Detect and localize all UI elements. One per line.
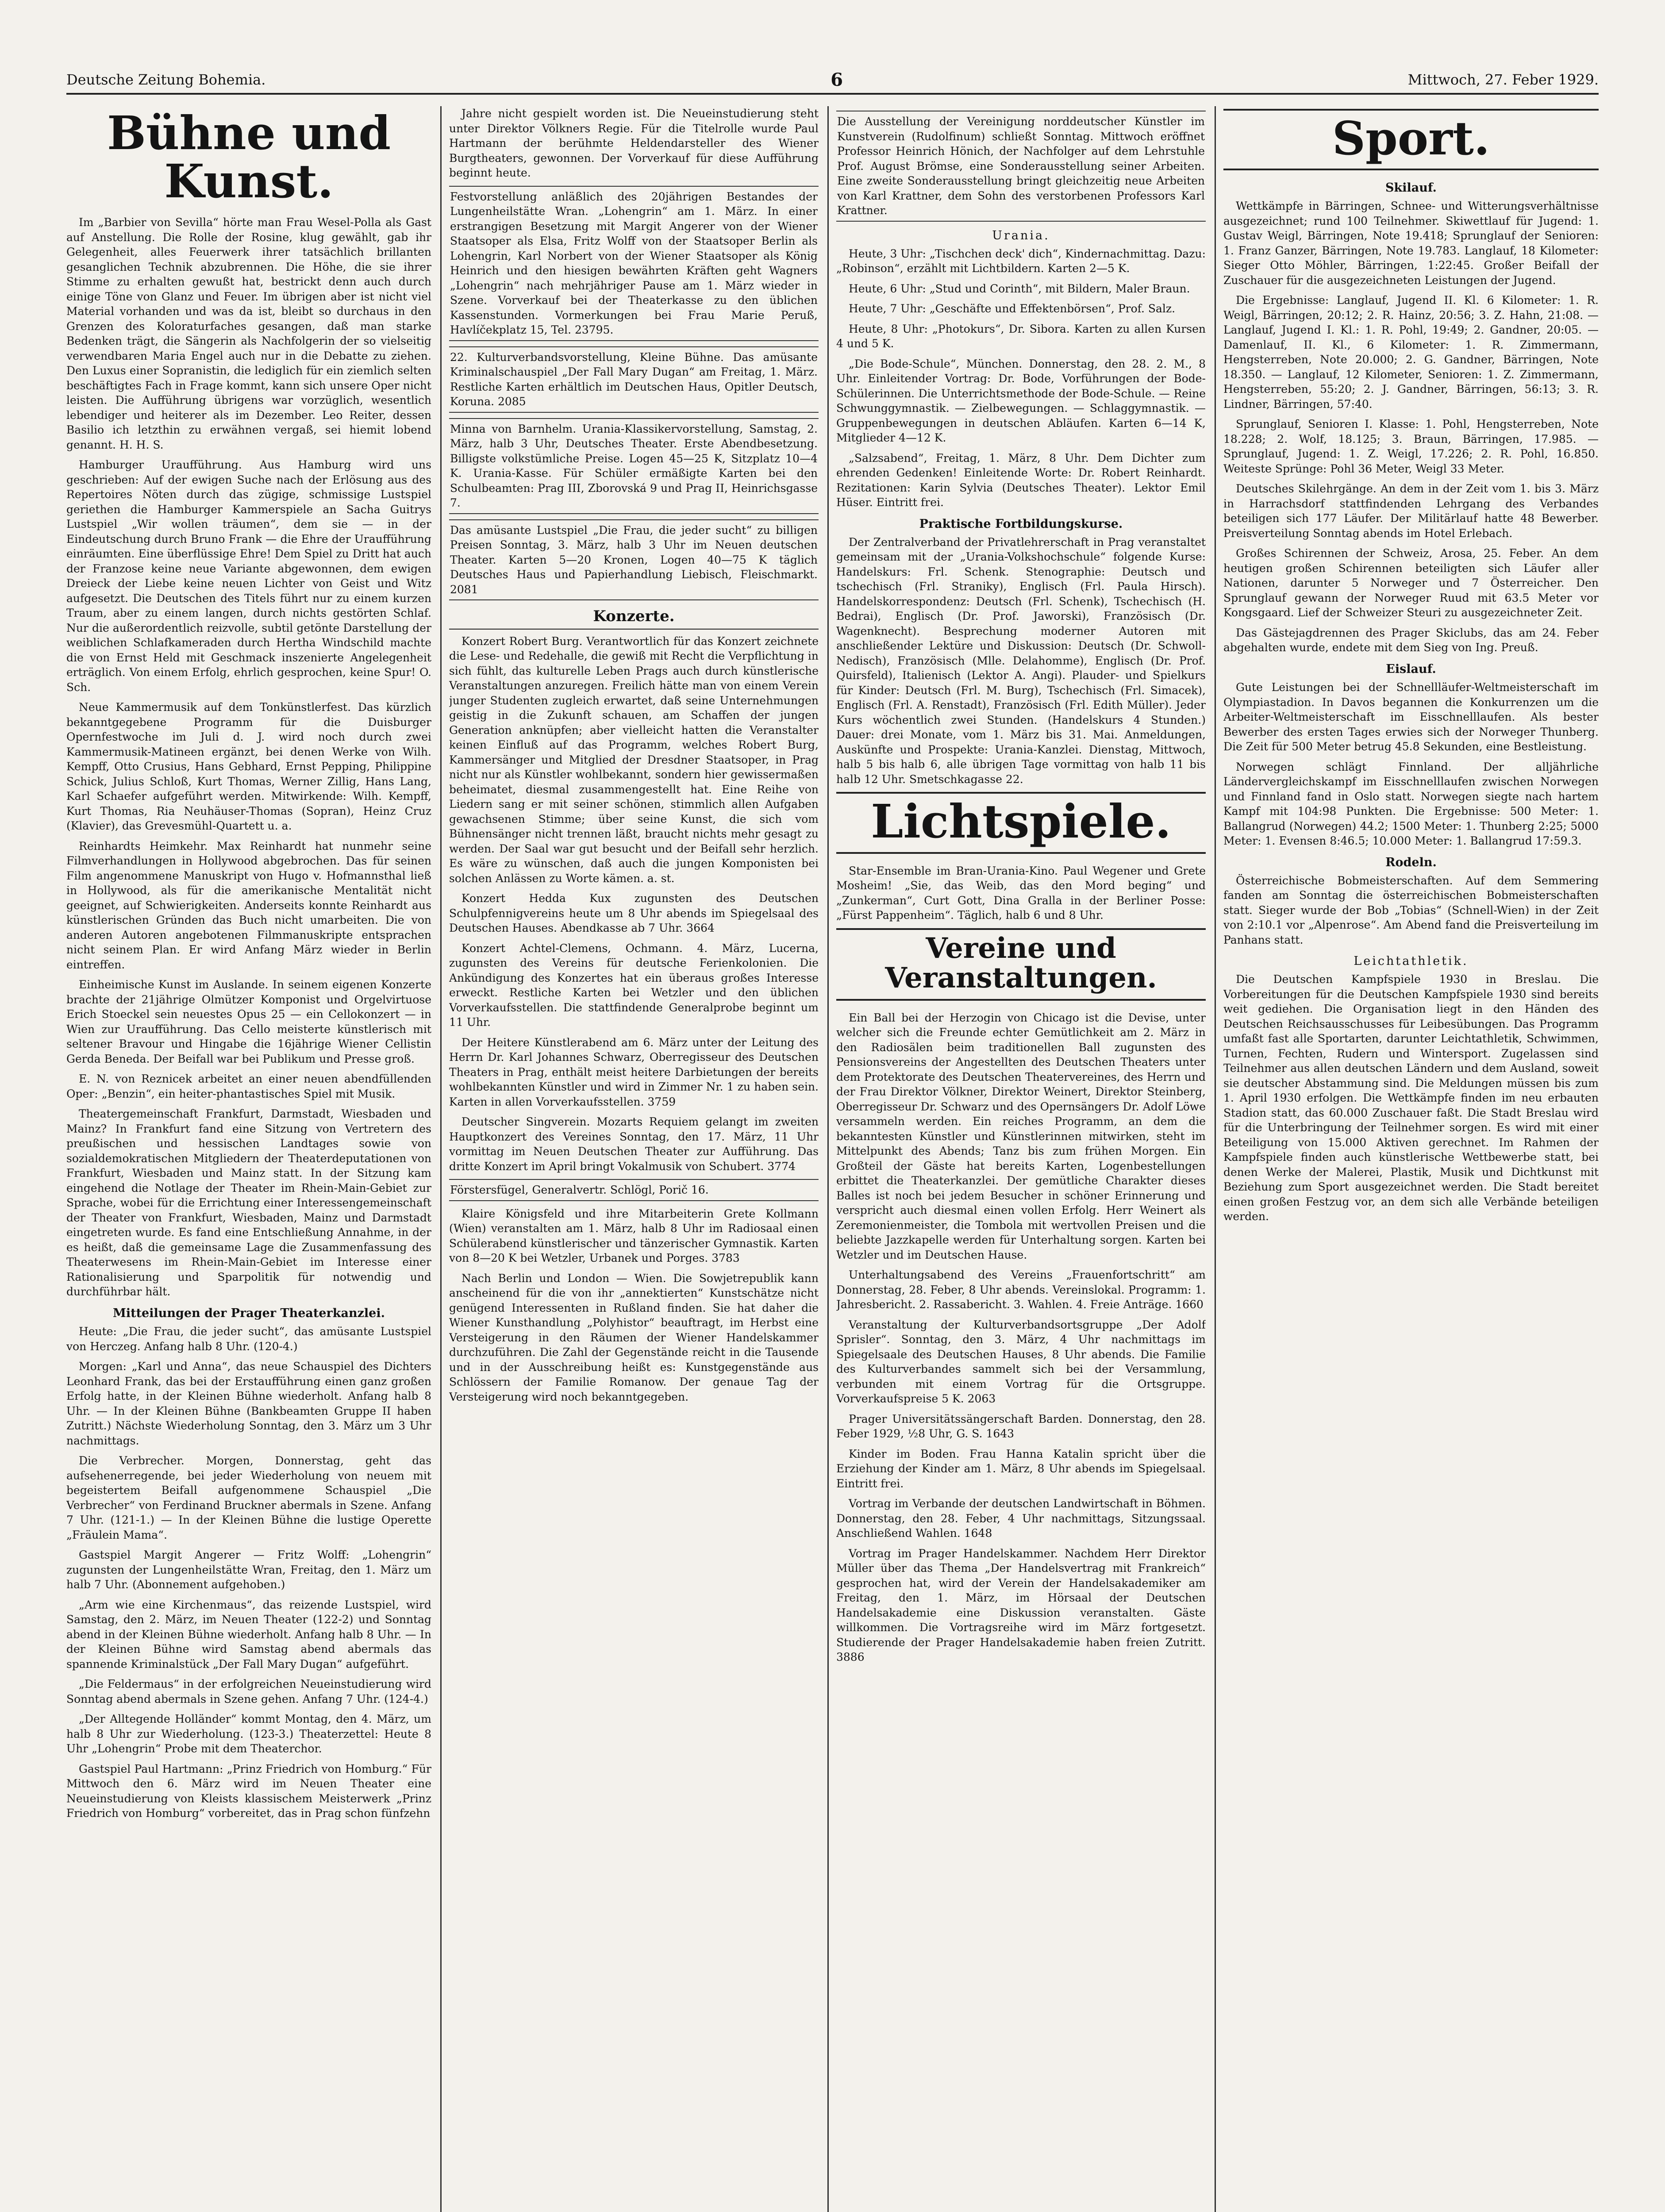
article-paragraph: Nach Berlin und London — Wien. Die Sowjetrepublik kann anscheinend für die von ihr „annektierten“ Kunstschätze nicht genügend Interessenten in Rußland finden. Sie hat daher die Wiener Kunsthandlung „Polyhistor“ beauftragt, im Herbst eine Versteigerung in den Räumen der Wiener Handelskammer durchzuführen. Die Zahl der Gegenstände reicht in die Tausende und in der Ausschreibung heißt es: Kunstgegenstände aus Schlössern der Familie Romanow. Der genaue Tag der Versteigerung wird noch bekanntgegeben.: [449, 1271, 819, 1403]
article-paragraph: Star-Ensemble im Bran-Urania-Kino. Paul Wegener und Grete Mosheim! „Sie, das Weib, das den Mord beging“ und „Zunkerman“, Curt Gott, Dina Gralla in der Berliner Posse: „Fürst Pappenheim“. Täglich, halb 6 und 8 Uhr.: [836, 864, 1206, 922]
section-heading-vereine: Vereine und Veranstaltungen.: [836, 928, 1206, 1001]
article-paragraph: Die Deutschen Kampfspiele 1930 in Breslau. Die Vorbereitungen für die Deutschen Kampfspiele 1930 sind bereits weit gediehen. Die Organisation liegt in den Händen des Deutschen Reichsausschusses für Leibesübungen. Das Programm umfaßt fast alle Sportarten, darunter Leichtathletik, Schwimmen, Turnen, Fechten, Rudern und Wintersport. Zugelassen sind Teilnehmer aus allen deutschen Ländern und dem Ausland, soweit sie deutscher Abstammung sind. Die Meldungen müssen bis zum 1. April 1930 erfolgen. Die Wettkämpfe finden im neu erbauten Stadion statt, das 60.000 Zuschauer faßt. Die Stadt Breslau wird für die Unterbringung der Teilnehmer sorgen. Es wird mit einer Beteiligung von 15.000 Aktiven gerechnet. Im Rahmen der Kampfspiele finden auch künstlerische Wettbewerbe statt, bei denen Werke der Malerei, Plastik, Musik und Dichtkunst mit Beziehung zum Sport ausgezeichnet werden. Die Stadt bereitet einen großen Festzug vor, an dem sich alle Verbände beteiligen werden.: [1223, 973, 1599, 1223]
article-paragraph: „Der Alltegende Holländer“ kommt Montag, den 4. März, um halb 8 Uhr zur Wiederholung. (123-3.) Theaterzettel: Heute 8 Uhr „Lohengrin“ Probe mit dem Theaterchor.: [66, 1713, 431, 1755]
article-paragraph: Konzert Achtel-Clemens, Ochmann. 4. März, Lucerna, zugunsten des Vereins für deutsche Ferienkolonien. Die Ankündigung des Konzertes hat ein überaus großes Interesse erweckt. Restliche Karten bei Wetzler und den üblichen Vorverkaufsstellen. Die stattfindende Generalprobe beginnt um 11 Uhr.: [449, 941, 819, 1029]
article-paragraph: Der Zentralverband der Privatlehrerschaft in Prag veranstaltet gemeinsam mit der „Urania-Volkshochschule“ folgende Kurse: Handelskurs: Frl. Schenk. Stenographie: Deutsch und tschechisch (Frl. Straniky), Englisch (Frl. Paula Hirsch). Handelskorrespondenz: Deutsch (Frl. Schenk), Tschechisch (H. Bedrai), Englisch (Dr. Prof. Jaworski), Französisch (Dr. Wagenknecht). Besprechung moderner Autoren mit anschließender Lektüre und Diskussion: Deutsch (Dr. Schwoll-Nedisch), Französisch (Mlle. Delahomme), Englisch (Dr. Prof. Quirsfeld), Italienisch (Lektor A. Angi). Plauder- und Spielkurs für Kinder: Deutsch (Frl. M. Burg), Tschechisch (Frl. Simacek), Englisch (Frl. A. Renstadt), Französisch (Frl. Edith Müller). Jeder Kurs wöchentlich zwei Stunden. (Handelskurs 4 Stunden.) Dauer: drei Monate, vom 1. März bis 31. Mai. Anmeldungen, Auskünfte und Prospekte: Urania-Kanzlei. Dienstag, Mittwoch, halb 5 bis halb 6, alle übrigen Tage vormittag von halb 11 bis halb 12 Uhr. Smetschkagasse 22.: [836, 535, 1206, 786]
article-paragraph: Vortrag im Verbande der deutschen Landwirtschaft in Böhmen. Donnerstag, den 28. Feber, 4 Uhr nachmittags, Sitzungssaal. Anschließend Wahlen. 1648: [836, 1497, 1206, 1540]
subheading-eislauf: Eislauf.: [1386, 662, 1436, 676]
article-paragraph: „Arm wie eine Kirchenmaus“, das reizende Lustspiel, wird Samstag, den 2. März, im Neuen Theater (122-2) und Sonntag abend in der Kleinen Bühne wiederholt. Anfang halb 8 Uhr. — In der Kleinen Bühne wird Samstag abend abermals das spannende Kriminalstück „Der Fall Mary Dugan“ aufgeführt.: [66, 1598, 431, 1671]
column-4: [1223, 106, 1599, 2212]
article-paragraph: Großes Schirennen der Schweiz, Arosa, 25. Feber. An dem heutigen großen Schirennen beteiligten sich Läufer aller Nationen, darunter 5 Norweger und 7 Österreicher. Den Sprunglauf gewann der Norweger Ruud mit 63.5 Meter vor Kongsgaard. Lief der Schweizer Steuri zu ausgezeichneter Zeit.: [1223, 547, 1599, 619]
notice: Minna von Barnhelm. Urania-Klassikervorstellung, Samstag, 2. März, halb 3 Uhr, Deutsches Theater. Erste Abendbesetzung. Billigste volkstümliche Preise. Logen 45—25 K, Sitzplatz 10—4 K. Urania-Kasse. Für Schüler ermäßigte Karten bei den Schulbeamten: Prag III, Zborovská 9 und Prag II, Heinrichsgasse 7.: [449, 418, 819, 514]
column-rule: [440, 106, 442, 2212]
issue-date: Mittwoch, 27. Feber 1929.: [1407, 71, 1599, 88]
subheading-rodeln: Rodeln.: [1385, 855, 1437, 869]
article-paragraph: „Die Bode-Schule“, München. Donnerstag, den 28. 2. M., 8 Uhr. Einleitender Vortrag: Dr. Bode, Vorführungen der Bode-Schülerinnen. Die Unterrichtsmethode der Bode-Schule. — Reine Schwunggymnastik. — Zielbewegungen. — Schlaggymnastik. — Gruppenbewegungen in deutschen Abläufen. Karten 6—14 K, Mitglieder 4—12 K.: [836, 357, 1206, 445]
article-paragraph: Ein Ball bei der Herzogin von Chicago ist die Devise, unter welcher sich die Freunde echter Gemütlichkeit am 2. März in den Radiosälen beim traditionellen Ball zugunsten des Pensionsvereins der Angestellten des Deutschen Theaters unter dem Protektorate des Deutschen Theatervereines, des Herrn und der Frau Direktor Völkner, Direktor Weinert, Direktor Steinberg, Oberregisseur Dr. Schwarz und des Opernsängers Dr. Adolf Löwe versammeln werden. Ein reiches Programm, an dem die bekanntesten Künstler und Künstlerinnen mitwirken, steht im Mittelpunkt des Abends; Tanz bis zum frühen Morgen. Ein Großteil der Gäste hat bereits Karten, Logenbestellungen erbittet die Theaterkanzlei. Der gemütliche Charakter dieses Balles ist noch bei jedem Besucher in schöner Erinnerung und verspricht auch diesmal einen vollen Erfolg. Herr Weinert als Zeremonienmeister, die Tombola mit wertvollen Preisen und die beliebte Jazzkapelle werden für Unterhaltung sorgen. Karten bei Wetzler und im Deutschen Hause.: [836, 1011, 1206, 1261]
section-heading-sport: Sport.: [1223, 109, 1599, 170]
article-paragraph: Klaire Königsfeld und ihre Mitarbeiterin Grete Kollmann (Wien) veranstalten am 1. März, halb 8 Uhr im Radiosaal einen Schülerabend künstlerischer und tänzerischer Gymnastik. Karten von 8—20 K bei Wetzler, Urbanek und Porges. 3783: [449, 1207, 819, 1265]
article-paragraph: Gute Leistungen bei der Schnellläufer-Weltmeisterschaft im Olympiastadion. In Davos begannen die Konkurrenzen um die Arbeiter-Weltmeisterschaft im Eisschnelllaufen. Als bester Bewerber des ersten Tages erwies sich der Norweger Thunberg. Die Zeit für 500 Meter betrug 45.8 Sekunden, eine Bestleistung.: [1223, 681, 1599, 753]
subheading-skilauf: Skilauf.: [1385, 181, 1437, 195]
article-paragraph: Veranstaltung der Kulturverbandsortsgruppe „Der Adolf Sprisler“. Sonntag, den 3. März, 4 Uhr nachmittags im Spiegelsaale des Deutschen Hauses, 8 Uhr abends. Die Familie des Kulturverbandes sammelt sich bei der Versammlung, verbunden mit einem Vortrag für die Ortsgruppe. Vorverkaufspreise 5 K. 2063: [836, 1318, 1206, 1406]
article-paragraph: Heute, 8 Uhr: „Photokurs“, Dr. Sibora. Karten zu allen Kursen 4 und 5 K.: [836, 322, 1206, 350]
article-paragraph: Österreichische Bobmeisterschaften. Auf dem Semmering fanden am Sonntag die österreichischen Bobmeisterschaften statt. Sieger wurde der Bob „Tobias“ (Schnell-Wien) in der Zeit von 2:10.1 vor „Alpenrose“. Am Abend fand die Preisverteilung im Panhans statt.: [1223, 874, 1599, 946]
article-paragraph: Hamburger Uraufführung. Aus Hamburg wird uns geschrieben: Auf der ewigen Suche nach der Erlösung aus des Repertoires Nöten durch das zügige, schmissige Lustspiel geriethen die Hamburger Kammerspiele an Sacha Guitrys Lustspiel „Wir wollen träumen“, dem sie — in der Eindeutschung durch Bruno Frank — die Ehre der Uraufführung einräumten. Eine überflüssige Ehre! Dem Spiel zu Dritt hat auch der Franzose keine neue Variante abgewonnen, dem ewigen Dreieck der Liebe keine neuen Lichter von Geist und Witz aufgesetzt. Die Deutschen des Titels führt nur zu einem kurzen Traum, aber zu einem langen, durch nichts gestörten Schlaf. Nur die außerordentlich reizvolle, subtil getönte Darstellung der weiblichen Schlafkameraden durch Hertha Windschild machte die von Ernst Held mit Geschmack inszenierte Angelegenheit erträglich. Von einem Erfolg, ehrlich gesprochen, keine Spur! O. Sch.: [66, 458, 431, 694]
column-3: [836, 106, 1206, 2212]
column-rule: [827, 106, 829, 2212]
article-paragraph: Prager Universitätssängerschaft Barden. Donnerstag, den 28. Feber 1929, ½8 Uhr, G. S. 1643: [836, 1412, 1206, 1440]
article-paragraph: Heute, 7 Uhr: „Geschäfte und Effektenbörsen“, Prof. Salz.: [849, 302, 1176, 315]
article-paragraph: Wettkämpfe in Bärringen, Schnee- und Witterungsverhältnisse ausgezeichnet; rund 100 Teilnehmer. Skiwettlauf für Jugend: 1. Gustav Weigl, Bärringen, Note 19.418; Sprunglauf der Senioren: 1. Franz Ganzer, Bärringen, Note 19.783. Langlauf, 18 Kilometer: Sieger Otto Möhler, Bärringen, 1:22:45. Großer Beifall der Zuschauer für die ausgezeichneten Leistungen der Jugend.: [1223, 200, 1599, 287]
article-paragraph: Kinder im Boden. Frau Hanna Katalin spricht über die Erziehung der Kinder am 1. März, 8 Uhr abends im Spiegelsaal. Eintritt frei.: [836, 1447, 1206, 1490]
notice: Die Ausstellung der Vereinigung norddeutscher Künstler im Kunstverein (Rudolfinum) schließt Sonntag. Mittwoch eröffnet Professor Heinrich Hönich, der Nachfolger auf dem Lehrstuhle Prof. August Brömse, eine Sonderausstellung seiner Arbeiten. Eine zweite Sonderausstellung bringt gleichzeitig neue Arbeiten von Karl Krattner, dem Sohn des verstorbenen Professors Karl Krattner.: [836, 111, 1206, 222]
article-paragraph: Unterhaltungsabend des Vereins „Frauenfortschritt“ am Donnerstag, 28. Feber, 8 Uhr abends. Vereinslokal. Programm: 1. Jahresbericht. 2. Rassabericht. 3. Wahlen. 4. Freie Anträge. 1660: [836, 1268, 1206, 1311]
section-heading-konzerte: Konzerte.: [449, 607, 819, 630]
section-heading-buehne: Bühne und Kunst.: [107, 106, 391, 209]
article-paragraph: Sprunglauf, Senioren I. Klasse: 1. Pohl, Hengsterreben, Note 18.228; 2. Wolf, 18.125; 3. Braun, Bärringen, 17.985. — Sprunglauf, Jugend: 1. Z. Weigl, 17.226; 2. R. Pohl, 16.850. Weiteste Sprünge: Pohl 36 Meter, Weigl 33 Meter.: [1223, 418, 1599, 475]
article-paragraph: Heute, 6 Uhr: „Stud und Corinth“, mit Bildern, Maler Braun.: [849, 282, 1190, 295]
column-2: [449, 106, 819, 2212]
notice: Das amüsante Lustspiel „Die Frau, die jeder sucht“ zu billigen Preisen Sonntag, 3. März, halb 3 Uhr im Neuen deutschen Theater. Karten 5—20 Kronen, Logen 40—75 K täglich Deutsches Haus und Papierhandlung Liebisch, Fleischmarkt. 2081: [449, 519, 819, 601]
advertisement: Förstersfügel, Generalvertr. Schlögl, Porič 16.: [449, 1179, 819, 1201]
article-paragraph: Konzert Hedda Kux zugunsten des Deutschen Schulpfennigvereins heute um 8 Uhr abends im Spiegelsaal des Deutschen Hauses. Abendkasse ab 7 Uhr. 3664: [449, 892, 819, 935]
column-1: [66, 106, 431, 2212]
article-paragraph: Konzert Robert Burg. Verantwortlich für das Konzert zeichnete die Lese- und Redehalle, die gewiß mit Recht die Verpflichtung in sich fühlt, das kulturelle Leben Prags auch durch künstlerische Veranstaltungen anzuregen. Freilich hätte man von einem Verein junger Studenten zugleich erwartet, daß seine Unternehmungen geistig in die Zukunft schauen, am Schaffen der jungen Generation anknüpfen; aber vielleicht hatten die Veranstalter keinen Einfluß auf das Programm, welches Robert Burg, Kammersänger und Mitglied der Dresdner Staatsoper, in Prag nicht nur als Künstler wohlbekannt, sondern hier gewissermaßen beheimatet, diesmal zusammengestellt hat. Eine Reihe von Liedern sang er mit seiner schönen, stimmlich allen Aufgaben gewachsenen Stimme; über seine Kunst, die sich vom Bühnensänger nicht trennen läßt, braucht nichts mehr gesagt zu werden. Der Saal war gut besucht und der Beifall sehr herzlich. Es wäre zu wünschen, daß auch die jungen Komponisten bei solchen Anlässen zu Worte kämen. a. st.: [449, 634, 819, 885]
article-paragraph: Gastspiel Paul Hartmann: „Prinz Friedrich von Homburg.“ Für Mittwoch den 6. März wird im Neuen Theater eine Neueinstudierung von Kleists klassischem Meisterwerk „Prinz Friedrich von Homburg“ vorbereitet, das in Prag schon fünfzehn: [66, 1762, 431, 1820]
article-paragraph: Im „Barbier von Sevilla“ hörte man Frau Wesel-Polla als Gast auf Anstellung. Die Rolle der Rosine, klug gewählt, gab ihr Gelegenheit, alles Feuerwerk ihrer tatsächlich brillanten gesanglichen Technik abzubrennen. Die Höhe, die sie ihrer Stimme zu erhalten gewußt hat, bestrickt denn auch durch einige Töne von Glanz und Feuer. Im übrigen aber ist nicht viel Material vorhanden und was da ist, bleibt so durchaus in den Grenzen des Koloraturfaches gesangen, daß man starke Bedenken trägt, die Sängerin als Nachfolgerin der so vielseitig verwendbaren Maria Engel auch nur in die Debatte zu ziehen. Den Luxus einer Sopranistin, die lediglich für ein ziemlich selten beschäftigtes Fach in Frage kommt, kann sich unsere Oper nicht leisten. Die Aufführung übrigens war vorzüglich, wesentlich lebendiger und heiterer als im Dezember. Leo Reiter, dessen Basilio ich letzthin zu erwähnen vergaß, sei hiemit lobend genannt. H. H. S.: [66, 216, 431, 451]
subheading-leichtathletik: Leichtathletik.: [1354, 954, 1469, 968]
article-paragraph: Neue Kammermusik auf dem Tonkünstlerfest. Das kürzlich bekanntgegebene Programm für die Duisburger Opernfestwoche im Juli d. J. wird noch durch zwei Kammermusik-Matineen ergänzt, bei denen Werke von Wilh. Kempff, Otto Crusius, Hans Gebhard, Ernst Pepping, Philippine Schick, Julius Schloß, Kurt Thomas, Werner Zillig, Hans Lang, Karl Schaefer aufgeführt werden. Mitwirkende: Wilh. Kempff, Kurt Thomas, Ria Neuhäuser-Thomas (Sopran), Heinz Cruz (Klavier), das Grevesmühl-Quartett u. a.: [66, 701, 431, 833]
article-paragraph: Morgen: „Karl und Anna“, das neue Schauspiel des Dichters Leonhard Frank, das bei der Erstaufführung einen ganz großen Erfolg hatte, in der Kleinen Bühne wiederholt. Anfang halb 8 Uhr. — In der Kleinen Bühne (Bankbeamten Gruppe II haben Zutritt.) Nächste Wiederholung Sonntag, den 3. März um 3 Uhr nachmittags.: [66, 1360, 431, 1447]
article-paragraph: Die Verbrecher. Morgen, Donnerstag, geht das aufsehenerregende, bei jeder Wiederholung von neuem mit begeistertem Beifall aufgenommene Schauspiel „Die Verbrecher“ von Ferdinand Bruckner abermals in Szene. Anfang 7 Uhr. (121-1.) — In der Kleinen Bühne die lustige Operette „Fräulein Mama“.: [66, 1454, 431, 1541]
article-paragraph: „Salzsabend“, Freitag, 1. März, 8 Uhr. Dem Dichter zum ehrenden Gedenken! Einleitende Worte: Dr. Robert Reinhardt. Rezitationen: Karin Sylvia (Deutsches Theater). Lektor Emil Hüser. Eintritt frei.: [836, 451, 1206, 509]
section-heading-lichtspiele: Lichtspiele.: [836, 792, 1206, 853]
newspaper-name: Deutsche Zeitung Bohemia.: [66, 71, 266, 88]
article-paragraph: Heute: „Die Frau, die jeder sucht“, das amüsante Lustspiel von Herczeg. Anfang halb 8 Uhr. (120-4.): [66, 1325, 431, 1353]
article-paragraph: Jahre nicht gespielt worden ist. Die Neueinstudierung steht unter Direktor Völkners Regie. Für die Titelrolle wurde Paul Hartmann der berühmte Heldendarsteller des Wiener Burgtheaters, gewonnen. Der Vorverkauf für diese Aufführung beginnt heute.: [449, 107, 819, 179]
subheading-fortbildungskurse: Praktische Fortbildungskurse.: [919, 517, 1123, 531]
article-paragraph: Theatergemeinschaft Frankfurt, Darmstadt, Wiesbaden und Mainz? In Frankfurt fand eine Sitzung von Vertretern des preußischen und hessischen Landtages sowie von sozialdemokratischen Mitgliedern der Theaterdeputationen von Frankfurt, Wiesbaden und Mainz statt. In der Sitzung kam eingehend die Notlage der Theater im Rhein-Main-Gebiet zur Sprache, wobei für die Errichtung einer Interessengemeinschaft der Theater von Frankfurt, Wiesbaden, Mainz und Darmstadt eingetreten wurde. Es fand eine Entschließung Annahme, in der es heißt, daß die gemeinsame Lage die Zusammenfassung des Theaterwesens im Rhein-Main-Gebiet im Interesse einer Rationalisierung und Sparpolitik für notwendig und durchführbar hält.: [66, 1107, 431, 1298]
subheading-theaterkanzlei: Mitteilungen der Prager Theaterkanzlei.: [112, 1306, 385, 1320]
article-paragraph: Die Ergebnisse: Langlauf, Jugend II. Kl. 6 Kilometer: 1. R. Weigl, Bärringen, 20:12; 2. R. Hainz, 20:56; 3. Z. Hahn, 21:08. — Langlauf, Jugend I. Kl.: 1. R. Pohl, 19:49; 2. Gandner, 20:05. — Damenlauf, II. Kl., 6 Kilometer: 1. R. Zimmermann, Hengsterreben, Note 20.000; 2. G. Gandner, Bärringen, Note 18.350. — Langlauf, 12 Kilometer, Senioren: 1. Z. Zimmermann, Hengsterreben, 55:20; 2. J. Gandner, Bärringen, 56:13; 3. R. Lindner, Bärringen, 57:40.: [1223, 294, 1599, 411]
article-paragraph: Der Heitere Künstlerabend am 6. März unter der Leitung des Herrn Dr. Karl Johannes Schwarz, Oberregisseur des Deutschen Theaters in Prag, enthält meist heitere Darbietungen der bereits wohlbekannten Künstler und wird in Zimmer Nr. 1 zu haben sein. Karten in allen Vorverkaufsstellen. 3759: [449, 1036, 819, 1108]
masthead: [66, 66, 1599, 95]
subheading-urania: Urania.: [992, 228, 1050, 242]
article-paragraph: E. N. von Reznicek arbeitet an einer neuen abendfüllenden Oper: „Benzin“, ein heiter-phantastisches Spiel mit Musik.: [66, 1072, 431, 1100]
article-paragraph: Deutscher Singverein. Mozarts Requiem gelangt im zweiten Hauptkonzert des Vereines Sonntag, den 17. März, 11 Uhr vormittag im Neuen Deutschen Theater zur Aufführung. Das dritte Konzert im April bringt Vokalmusik von Schubert. 3774: [449, 1115, 819, 1173]
article-paragraph: Gastspiel Margit Angerer — Fritz Wolff: „Lohengrin“ zugunsten der Lungenheilstätte Wran, Freitag, den 1. März um halb 7 Uhr. (Abonnement aufgehoben.): [66, 1548, 431, 1591]
notice: Festvorstellung anläßlich des 20jährigen Bestandes der Lungenheilstätte Wran. „Lohengrin“ am 1. März. In einer erstrangigen Besetzung mit Margit Angerer von der Wiener Staatsoper als Elsa, Fritz Wolff von der Staatsoper Berlin als Lohengrin, Karl Norbert von der Wiener Staatsoper als König Heinrich und den hiesigen bewährten Kräften geht Wagners „Lohengrin“ nach mehrjähriger Pause am 1. März wieder in Szene. Vorverkauf bei der Theaterkasse zu den üblichen Kassenstunden. Vormerkungen bei Frau Marie Peruß, Havlíčekplatz 15, Tel. 23795.: [449, 186, 819, 341]
page-number: 6: [831, 69, 843, 90]
article-paragraph: Norwegen schlägt Finnland. Der alljährliche Ländervergleichskampf im Eisschnelllaufen zwischen Norwegen und Finnland fand in Oslo statt. Norwegen siegte nach hartem Kampf mit 104:98 Punkten. Die Ergebnisse: 500 Meter: 1. Ballangrud (Norwegen) 44.2; 1500 Meter: 1. Thunberg 2:25; 5000 Meter: 1. Evensen 8:46.5; 10.000 Meter: 1. Ballangrud 17:59.3.: [1223, 760, 1599, 848]
notice: 22. Kulturverbandsvorstellung, Kleine Bühne. Das amüsante Kriminalschauspiel „Der Fall Mary Dugan“ am Freitag, 1. März. Restliche Karten erhältlich im Deutschen Haus, Opitler Deutsch, Koruna. 2085: [449, 346, 819, 413]
column-rule: [1215, 106, 1216, 2212]
article-paragraph: Deutsches Skilehrgänge. An dem in der Zeit vom 1. bis 3. März in Harrachsdorf stattfindenden Lehrgang des Verbandes beteiligen sich 177 Läufer. Der Militärlauf hatte 48 Bewerber. Preisverteilung Sonntag abends im Hotel Erlebach.: [1223, 482, 1599, 540]
article-paragraph: Das Gästejagdrennen des Prager Skiclubs, das am 24. Feber abgehalten wurde, endete mit dem Sieg von Ing. Preuß.: [1223, 626, 1599, 654]
newspaper-page: [66, 66, 1599, 2212]
article-paragraph: Reinhardts Heimkehr. Max Reinhardt hat nunmehr seine Filmverhandlungen in Hollywood abgebrochen. Das für seinen Film angenommene Manuskript von Hugo v. Hofmannsthal ließ in Hollywood, als für die amerikanische Mentalität nicht geeignet, auf Schwierigkeiten. Anderseits konnte Reinhardt aus künstlerischen Gründen das Buch nicht umarbeiten. Die von anderen Autoren angebotenen Filmmanuskripte entsprachen nicht seinem Plan. Er wird Anfang März wieder in Berlin eintreffen.: [66, 839, 431, 971]
article-paragraph: Einheimische Kunst im Auslande. In seinem eigenen Konzerte brachte der 21jährige Olmützer Komponist und Orgelvirtuose Erich Stoeckel sein neuestes Opus 25 — ein Cellokonzert — in Wien zur Uraufführung. Das Cello meisterte künstlerisch mit seltener Bravour und Hingabe die 16jährige Wiener Cellistin Gerda Beneda. Der Beifall war bei Publikum und Presse groß.: [66, 978, 431, 1065]
article-paragraph: Vortrag im Prager Handelskammer. Nachdem Herr Direktor Müller über das Thema „Der Handelsvertrag mit Frankreich“ gesprochen hat, wird der Verein der Handelsakademiker am Freitag, den 1. März, im Hörsaal der Deutschen Handelsakademie eine Diskussion veranstalten. Gäste willkommen. Die Vortragsreihe wird im März fortgesetzt. Studierende der Prager Handelsakademie haben freien Zutritt. 3886: [836, 1547, 1206, 1664]
article-paragraph: Heute, 3 Uhr: „Tischchen deck' dich“, Kindernachmittag. Dazu: „Robinson“, erzählt mit Lichtbildern. Karten 2—5 K.: [836, 247, 1206, 275]
article-paragraph: „Die Feldermaus“ in der erfolgreichen Neueinstudierung wird Sonntag abend abermals in Szene gehen. Anfang 7 Uhr. (124-4.): [66, 1678, 431, 1705]
